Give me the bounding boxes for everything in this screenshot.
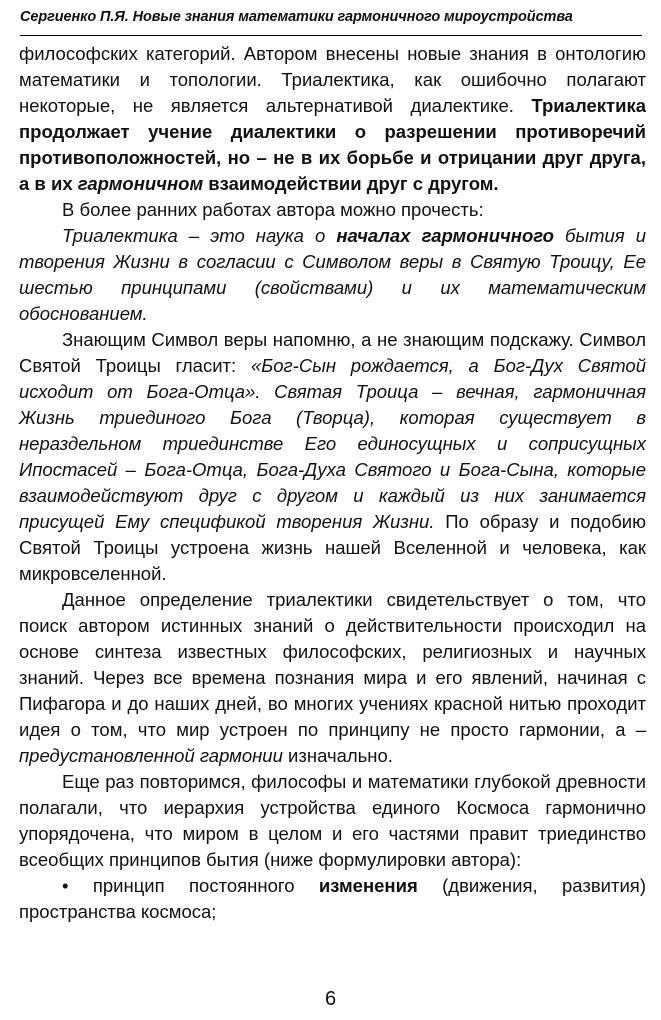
paragraph-4 [19, 327, 646, 587]
p5-text-2: изначально. [282, 745, 393, 766]
paragraph-6: Еще раз повторимся, философы и математики глубокой древности полагали, что иерархия устройства единого Космоса гармонично упорядочена, что миром в целом и его частями правит триединство всеобщих принципов бытия (ниже формулировки автора): [19, 771, 646, 870]
p5-italic: предустановленной гармонии [19, 745, 283, 766]
paragraph-5 [19, 587, 646, 769]
p3-italic-1: Триалектика – это наука о [62, 225, 337, 246]
p7-bold: изменения [318, 875, 418, 896]
p4-italic: «Бог-Сын рождается, а Бог-Дух Святой исходит от Бога-Отца». Святая Троица – вечная, гармоничная Жизнь триединого Бога (Творца), которая существует в нераздельном триединстве Его единосущных и соприсущных Ипостасей – Бога-Отца, Бога-Духа Святого и Бога-Сына, которые взаимодействуют друг с другом и каждый из них занимается присущей Ему спецификой творения Жизни. [19, 355, 647, 532]
p4-text-1: Знающим Символ веры напомню, а не знающим подскажу. Символ Святой Троицы гласит: [19, 329, 646, 376]
p1-bold-2: взаимодействии друг с другом. [203, 173, 499, 194]
paragraph-1 [19, 41, 646, 197]
bullet-item [19, 873, 646, 925]
p1-bold-italic: гармоничном [77, 173, 204, 194]
p3-bold-italic: началах гармоничного [336, 225, 554, 246]
p1-text: философских категорий. Автором внесены новые знания в онтологию математики и топологии. Триалектика, как ошибочно полагают некоторые, не является альтернативой диалектике. [19, 43, 646, 116]
paragraph-2: В более ранних работах автора можно прочесть: [62, 199, 484, 220]
header-rule [20, 35, 642, 36]
paragraph-3 [19, 223, 646, 327]
p1-bold-1: Триалектика продолжает учение диалектики о разрешении противоречий противоположностей, но – не в их борьбе и отрицании друг друга, а в их [19, 95, 646, 194]
page-number: 6 [324, 988, 337, 1010]
page-body [19, 41, 646, 925]
p7-text-2: (движения, развития) пространства космоса; [19, 875, 646, 922]
running-header: Сергиенко П.Я. Новые знания математики гармоничного мироустройства [20, 9, 573, 25]
p7-text-1: принцип постоянного [68, 875, 319, 896]
p4-text-2: По образу и подобию Святой Троицы устроена жизнь нашей Вселенной и человека, как микровселенной. [19, 511, 646, 584]
p3-italic-2: бытия и творения Жизни в согласии с Символом веры в Святую Троицу, Ее шестью принципами (свойствами) и их математическим обоснованием. [19, 225, 647, 324]
p5-text-1: Данное определение триалектики свидетельствует о том, что поиск автором истинных знаний о действительности происходил на основе синтеза известных философских, религиозных и научных знаний. Через все времена познания мира и его явлений, начиная с Пифагора и до наших дней, во многих учениях красной нитью проходит идея о том, что мир устроен по принципу не просто гармонии, а – [19, 589, 646, 740]
bullet-icon: • [62, 875, 69, 896]
